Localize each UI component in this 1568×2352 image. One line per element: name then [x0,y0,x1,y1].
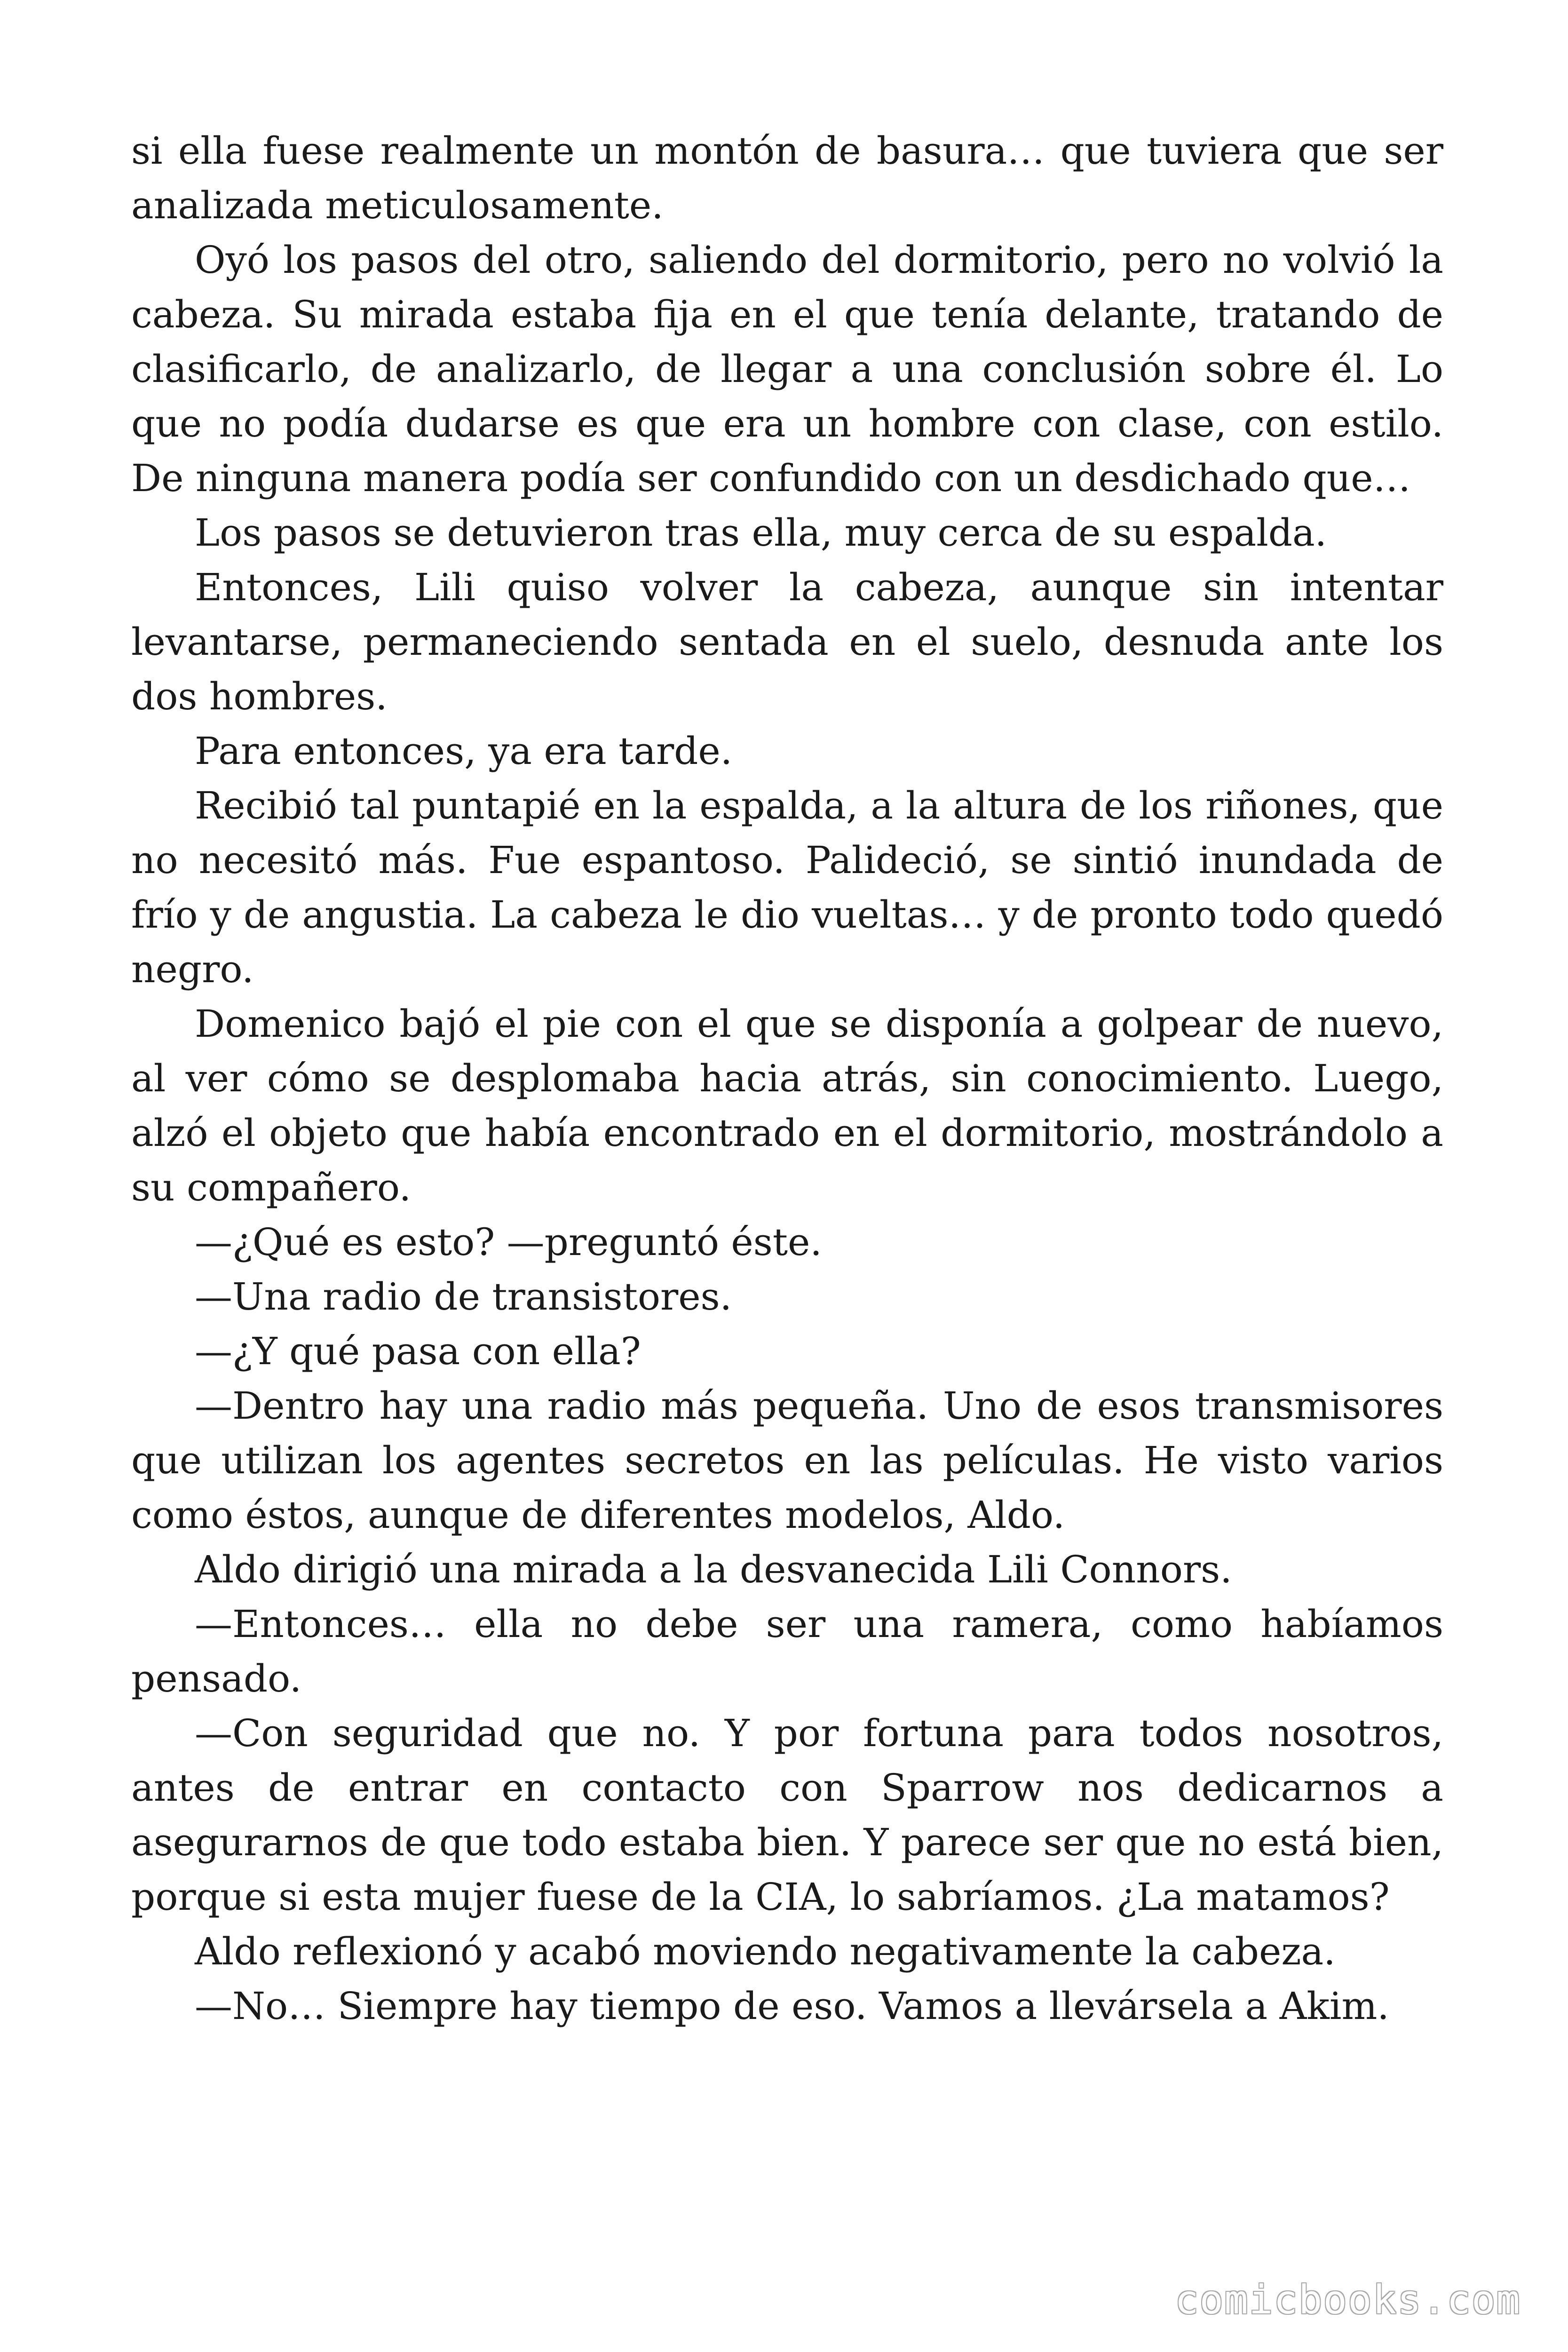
dialogue-line: —Con seguridad que no. Y por fortuna para todos nosotros, antes de entrar en contacto con Sparrow nos dedicarnos a asegurarnos de que todo estaba bien. Y parece ser que no está bien, porque si esta mujer fuese de la CIA, lo sabríamos. ¿La matamos? [131,1711,1443,1919]
dialogue-line: —Una radio de transistores. [195,1275,732,1319]
paragraph: Los pasos se detuvieron tras ella, muy cerca de su espalda. [195,511,1327,555]
paragraph: Oyó los pasos del otro, saliendo del dormitorio, pero no volvió la cabeza. Su mirada estaba fija en el que tenía delante, tratando de clasificarlo, de analizarlo, de llegar a una conclusión sobre él. Lo que no podía dudarse es que era un hombre con clase, con estilo. De ninguna manera podía ser confundido con un desdichado que… [131,238,1443,500]
dialogue-line: —No… Siempre hay tiempo de eso. Vamos a llevársela a Akim. [195,1984,1389,2028]
paragraph: Domenico bajó el pie con el que se disponía a golpear de nuevo, al ver cómo se desplomaba hacia atrás, sin conocimiento. Luego, alzó el objeto que había encontrado en el dormitorio, mostrándolo a su compañero. [131,1002,1443,1209]
dialogue-line: —Entonces… ella no debe ser una ramera, como habíamos pensado. [131,1602,1443,1700]
paragraph: Para entonces, ya era tarde. [195,729,733,773]
dialogue-line: —Dentro hay una radio más pequeña. Uno de esos transmisores que utilizan los agentes secretos en las películas. He visto varios como éstos, aunque de diferentes modelos, Aldo. [131,1384,1443,1537]
paragraph: si ella fuese realmente un montón de basura… que tuviera que ser analizada meticulosamente. [131,129,1443,227]
dialogue-line: —¿Y qué pasa con ella? [195,1329,641,1373]
paragraph: Entonces, Lili quiso volver la cabeza, aunque sin intentar levantarse, permaneciendo sentada en el suelo, desnuda ante los dos hombres. [131,565,1443,718]
paragraph: Aldo reflexionó y acabó moviendo negativamente la cabeza. [195,1930,1336,1973]
site-watermark: comicbooks.com [1174,2277,1521,2323]
dialogue-line: —¿Qué es esto? —preguntó éste. [195,1220,822,1264]
paragraph: Aldo dirigió una mirada a la desvanecida Lili Connors. [195,1548,1232,1591]
paragraph: Recibió tal puntapié en la espalda, a la altura de los riñones, que no necesitó más. Fue espantoso. Palideció, se sintió inundada de frío y de angustia. La cabeza le dio vueltas… y de pronto todo quedó negro. [131,784,1443,991]
page-body-text [131,124,1443,2034]
